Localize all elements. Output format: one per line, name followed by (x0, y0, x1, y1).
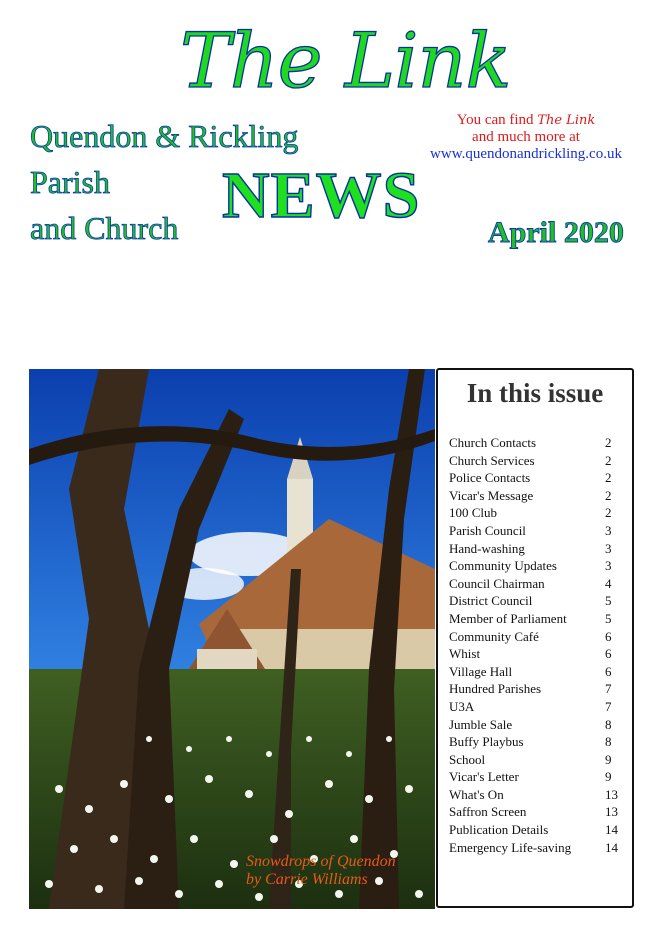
contents-item-page: 2 (605, 470, 612, 486)
contents-item (449, 522, 619, 540)
parish-name-line-1: Quendon & Rickling (30, 118, 299, 154)
photo-caption (246, 853, 396, 889)
contents-item (449, 557, 619, 575)
contents-item (449, 786, 619, 804)
contents-item-label: Hand-washing (449, 540, 525, 556)
contents-item (449, 698, 619, 716)
contents-item-label: Parish Council (449, 522, 526, 538)
contents-item-page: 3 (605, 522, 612, 538)
contents-item-page: 4 (605, 575, 612, 591)
contents-item-label: Jumble Sale (449, 716, 513, 732)
contents-item-page: 6 (605, 628, 612, 644)
parish-name-line-3: and Church (30, 210, 179, 246)
website-url-link[interactable]: www.quendonandrickling.co.uk (430, 146, 622, 162)
contents-item (449, 680, 619, 698)
contents-item-page: 6 (605, 663, 612, 679)
contents-item-label: Buffy Playbus (449, 734, 524, 750)
contents-item-label: Community Updates (449, 558, 557, 574)
contents-item-label: Community Café (449, 628, 539, 644)
contents-item (449, 663, 619, 681)
contents-item-label: What's On (449, 786, 504, 802)
contents-item (449, 452, 619, 470)
contents-item-page: 14 (605, 839, 618, 855)
photo-caption-line-2: by Carrie Williams (246, 871, 368, 888)
contents-list (449, 434, 619, 856)
contents-item (449, 768, 619, 786)
contents-item (449, 592, 619, 610)
contents-item (449, 575, 619, 593)
contents-item (449, 839, 619, 857)
contents-item (449, 504, 619, 522)
contents-item (449, 645, 619, 663)
contents-item (449, 716, 619, 734)
contents-item-label: Whist (449, 646, 481, 662)
contents-item (449, 540, 619, 558)
contents-item (449, 434, 619, 452)
contents-item-page: 9 (605, 751, 612, 767)
contents-item-label: Council Chairman (449, 575, 545, 591)
contents-item-page: 5 (605, 593, 612, 609)
contents-item (449, 821, 619, 839)
contents-item-page: 5 (605, 610, 612, 626)
newsletter-title: The Link (180, 16, 511, 105)
contents-item (449, 469, 619, 487)
contents-item (449, 803, 619, 821)
contents-item-page: 2 (605, 435, 612, 450)
contents-item-page: 2 (605, 487, 612, 503)
website-note-prefix: You can find (456, 112, 538, 128)
contents-item-label: Member of Parliament (449, 610, 567, 626)
contents-item (449, 487, 619, 505)
contents-item-label: Police Contacts (449, 470, 531, 486)
website-note (420, 112, 632, 163)
contents-item-label: School (449, 751, 486, 767)
contents-item-page: 3 (605, 540, 612, 556)
contents-item-page: 8 (605, 734, 612, 750)
contents-item-label: Emergency Life-saving (449, 839, 572, 855)
contents-item-page: 2 (605, 452, 612, 468)
contents-item-page: 2 (605, 505, 612, 521)
parish-name-line-2: Parish (30, 164, 110, 200)
contents-item-page: 14 (605, 822, 618, 838)
news-heading: NEWS (222, 159, 421, 232)
contents-item (449, 751, 619, 769)
contents-item-page: 9 (605, 769, 612, 785)
contents-item-label: Church Services (449, 452, 535, 468)
contents-item-page: 13 (605, 804, 618, 820)
contents-item-label: Hundred Parishes (449, 681, 542, 697)
website-note-middle: and much more at (472, 129, 580, 145)
issue-date: April 2020 (488, 216, 624, 249)
contents-item-page: 7 (605, 698, 612, 714)
contents-heading: In this issue (466, 378, 604, 408)
contents-box (436, 368, 634, 908)
contents-item-label: Church Contacts (449, 435, 537, 450)
photo-caption-line-1: Snowdrops of Quendon (246, 853, 396, 870)
contents-item (449, 610, 619, 628)
contents-item-label: District Council (449, 593, 533, 609)
contents-item-label: 100 Club (449, 505, 498, 521)
contents-item (449, 733, 619, 751)
contents-item-label: Saffron Screen (449, 804, 527, 820)
contents-item-label: Vicar's Letter (449, 769, 519, 785)
cover-photo (29, 369, 435, 909)
contents-item-label: U3A (449, 698, 475, 714)
contents-item (449, 628, 619, 646)
contents-item-page: 3 (605, 558, 612, 574)
contents-item-page: 13 (605, 786, 618, 802)
contents-item-page: 8 (605, 716, 612, 732)
contents-item-page: 7 (605, 681, 612, 697)
contents-item-label: Village Hall (449, 663, 513, 679)
contents-item-page: 6 (605, 646, 612, 662)
contents-item-label: Publication Details (449, 822, 549, 838)
contents-item-label: Vicar's Message (449, 487, 534, 503)
website-note-title: The Link (537, 113, 596, 128)
